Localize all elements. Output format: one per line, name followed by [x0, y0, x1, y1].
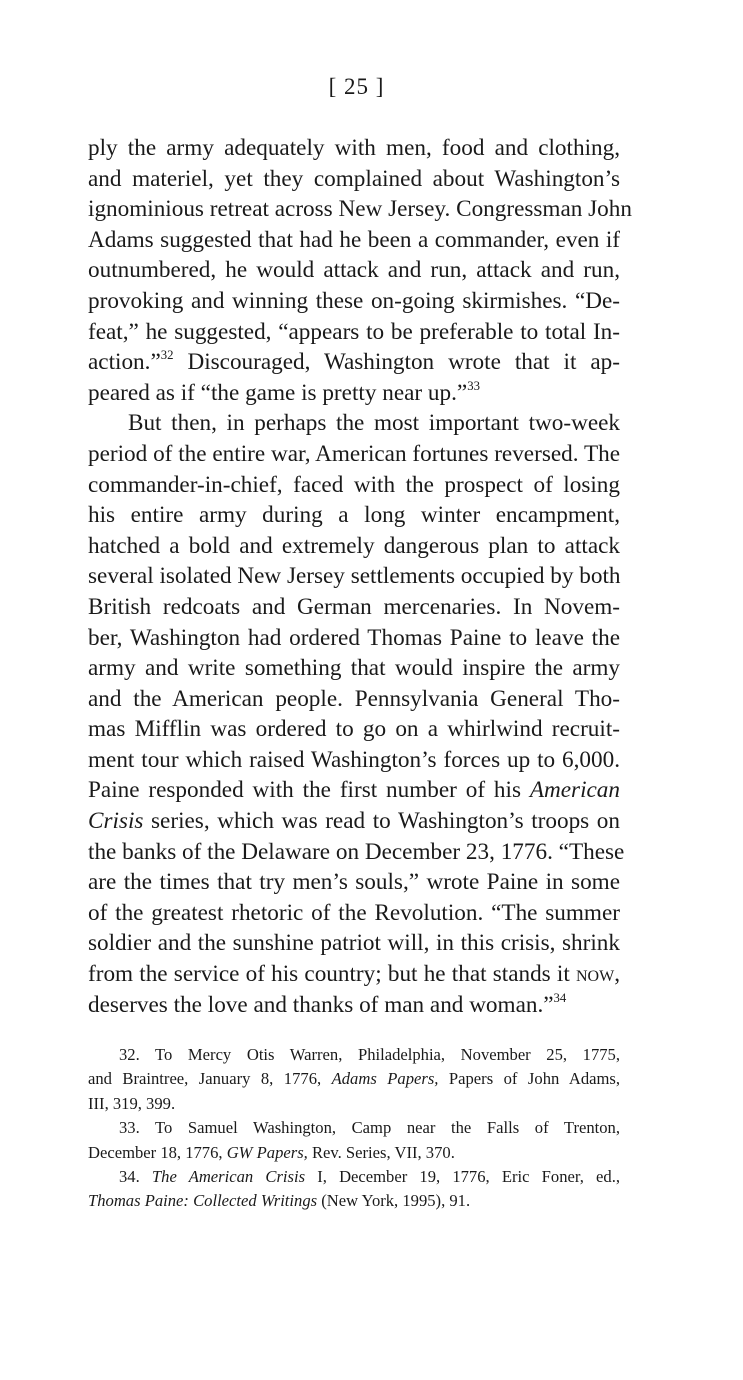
footnote-line: III, 319, 399.	[88, 1093, 176, 1113]
text-run: action.”	[88, 349, 161, 376]
text-line: of the greatest rhetoric of the Revolution. “The summer	[88, 899, 620, 926]
footnote-line	[88, 1189, 620, 1213]
text-line	[88, 806, 620, 837]
body-text	[88, 133, 632, 1020]
text-line: feat,” he suggested, “appears to be preferable to total In-	[88, 318, 620, 345]
text-run: peared as if “the game is pretty near up.”	[88, 379, 468, 406]
text-line: ment tour which raised Washington’s forces up to 6,000.	[88, 746, 620, 773]
text-run: 34.	[119, 1167, 152, 1187]
text-line: and the American people. Pennsylvania General Tho-	[88, 685, 620, 712]
text-line: But then, in perhaps the most important two-week	[128, 410, 620, 437]
text-line: British redcoats and German mercenaries. In Novem-	[88, 593, 620, 620]
text-run: from the service of his country; but he that stands it	[88, 961, 576, 988]
text-line: his entire army during a long winter encampment,	[88, 502, 620, 529]
text-line: several isolated New Jersey settlements occupied by both	[88, 563, 621, 590]
footnote-34	[88, 1165, 620, 1214]
text-run: I, December 19, 1776, Eric Foner, ed.,	[305, 1167, 621, 1187]
text-line	[88, 378, 620, 409]
footnote-line	[88, 1141, 620, 1165]
text-run: and Braintree, January 8, 1776,	[88, 1069, 332, 1089]
text-line	[88, 990, 620, 1021]
small-caps-word: now	[575, 961, 615, 988]
italic-title: Thomas Paine: Collected Writings	[88, 1191, 318, 1211]
text-line: soldier and the sunshine patriot will, in this crisis, shrink	[88, 930, 620, 957]
footnote-32	[88, 1043, 620, 1116]
text-line: period of the entire war, American fortunes reversed. The	[88, 440, 620, 467]
text-run: (New York, 1995), 91.	[317, 1191, 471, 1211]
text-line	[88, 775, 620, 806]
footnote-33	[88, 1116, 620, 1165]
text-line: commander-in-chief, faced with the prospect of losing	[88, 471, 620, 498]
text-run: ,	[614, 961, 620, 988]
footnote-line: 33. To Samuel Washington, Camp near the Falls of Trenton,	[119, 1118, 620, 1138]
footnote-ref-34: 34	[553, 990, 567, 1005]
text-line	[88, 347, 620, 378]
text-line	[88, 959, 620, 990]
text-run: Rev. Series, VII, 370.	[307, 1142, 455, 1162]
text-run: deserves the love and thanks of man and woman.”	[88, 991, 554, 1018]
italic-title: GW Papers,	[226, 1142, 308, 1162]
text-run: Papers of John Adams,	[438, 1069, 621, 1089]
text-line: ber, Washington had ordered Thomas Paine to leave the	[88, 624, 620, 651]
text-line: ignominious retreat across New Jersey. Congressman John	[88, 196, 632, 223]
text-run: series, which was read to Washington’s troops on	[143, 808, 620, 835]
italic-title: Adams Papers,	[331, 1069, 439, 1089]
text-line: mas Mifflin was ordered to go on a whirlwind recruit-	[88, 716, 620, 743]
italic-title: The American Crisis	[151, 1167, 306, 1187]
text-line: ply the army adequately with men, food and clothing,	[88, 135, 620, 161]
footnote-ref-32: 32	[160, 347, 174, 362]
text-line: and materiel, yet they complained about Washington’s	[88, 165, 620, 192]
footnote-ref-33: 33	[467, 378, 480, 393]
paragraph-1	[88, 133, 632, 408]
footnotes	[88, 1043, 620, 1214]
text-run: Paine responded with the first number of his	[88, 777, 530, 804]
footnote-line	[88, 1067, 620, 1091]
page-number: [ 25 ]	[328, 74, 385, 99]
text-run: December 18, 1776,	[88, 1142, 227, 1162]
text-line: are the times that try men’s souls,” wrote Paine in some	[88, 869, 620, 896]
text-line: outnumbered, he would attack and run, attack and run,	[88, 257, 620, 284]
text-line: army and write something that would inspire the army	[88, 655, 620, 682]
footnote-line	[88, 1165, 620, 1189]
footnote-line: 32. To Mercy Otis Warren, Philadelphia, November 25, 1775,	[119, 1045, 620, 1064]
text-line: provoking and winning these on-going skirmishes. “De-	[88, 287, 620, 314]
text-run: Discouraged, Washington wrote that it ap-	[173, 349, 620, 376]
text-line: hatched a bold and extremely dangerous plan to attack	[88, 532, 620, 559]
text-line: the banks of the Delaware on December 23, 1776. “These	[88, 838, 625, 865]
italic-title: American	[529, 777, 620, 804]
paragraph-2	[88, 408, 625, 1020]
italic-title: Crisis	[88, 808, 144, 835]
text-line: Adams suggested that had he been a commander, even if	[88, 226, 620, 253]
